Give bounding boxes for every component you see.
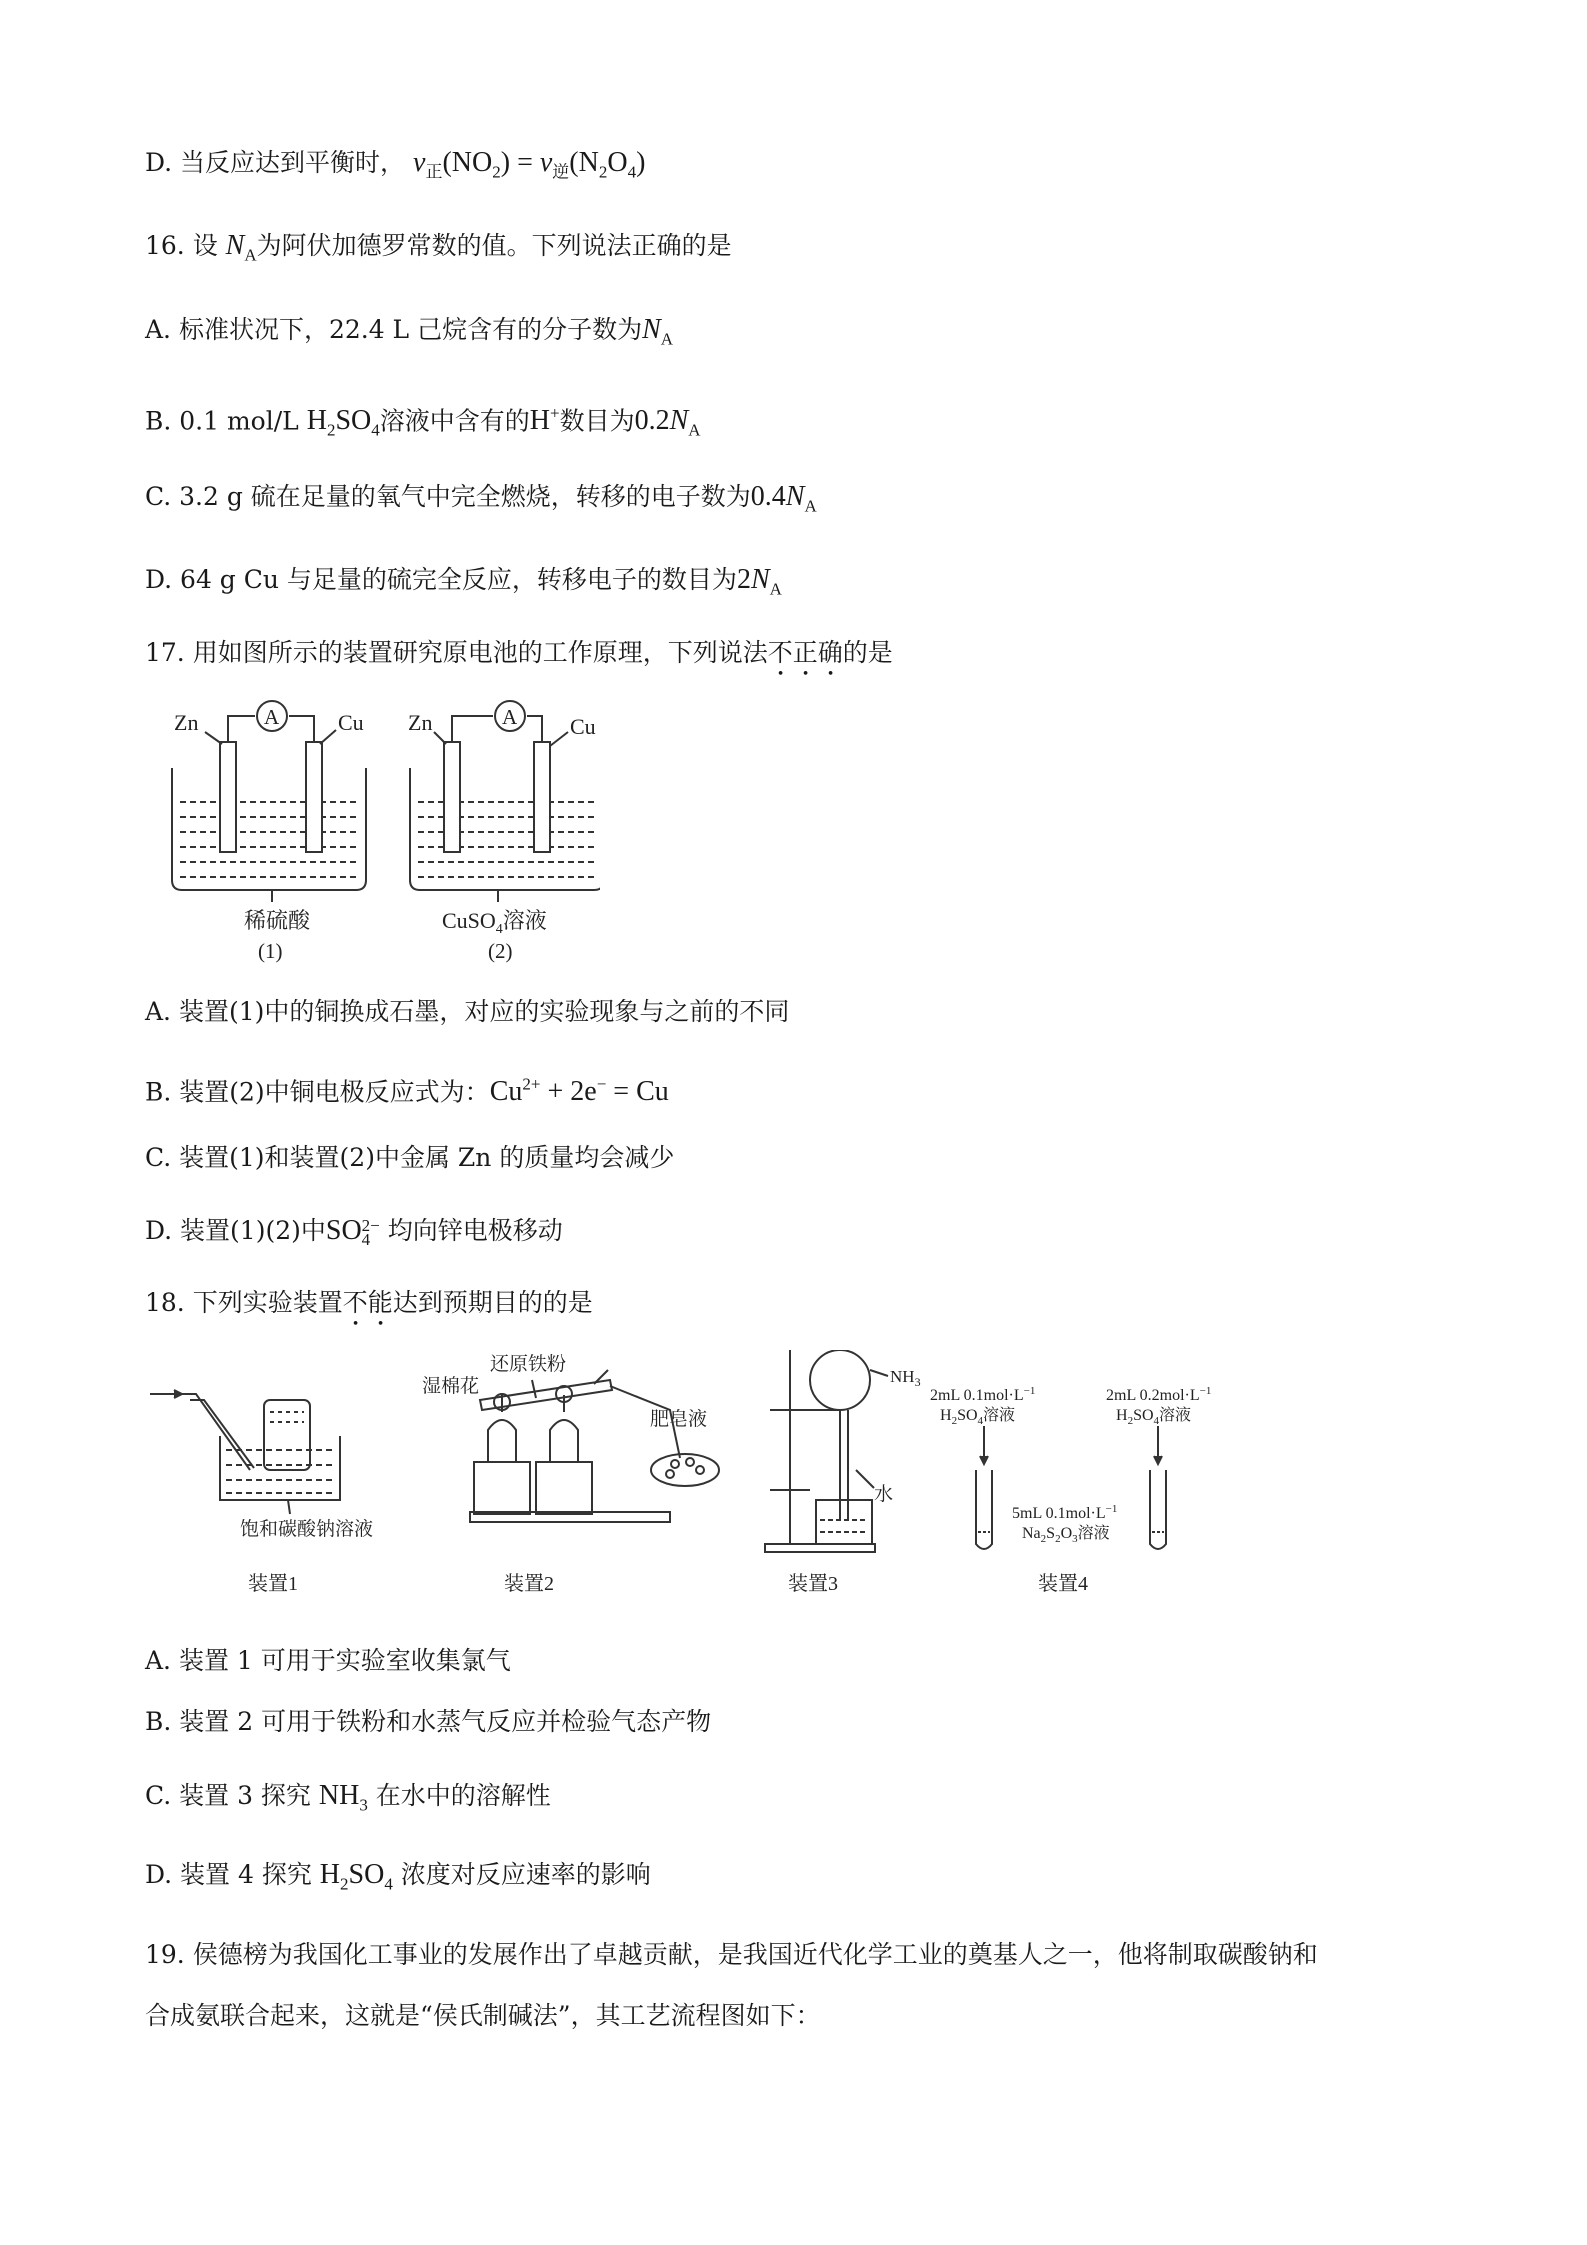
f3-water: 水 (874, 1484, 894, 1505)
f3-nh3: $NH_3$ (890, 1367, 921, 1389)
f2-iron: 还原铁粉 (490, 1354, 567, 1375)
f4-caption: 装置4 (1038, 1573, 1088, 1595)
q19-line-2: 合成氨联合起来，这就是“侯氏制碱法”，其工艺流程图如下： (145, 2001, 821, 2030)
ammeter-label-1: A (264, 705, 280, 729)
f4-mid-2: $Na_2S_2O_3$溶液 (1022, 1525, 1110, 1545)
f2-caption: 装置2 (504, 1573, 554, 1595)
f4-left-1: 2mL $0.1mol\cdot L^{-1}$ (930, 1385, 1036, 1404)
q16-option-c: C. 3.2 g 硫在足量的氧气中完全燃烧，转移的电子数为$0.4N_A$ (145, 481, 817, 516)
cu-label-2: Cu (570, 714, 596, 739)
apparatus-3 (765, 1350, 888, 1552)
f1-caption: 装置1 (248, 1573, 298, 1595)
f1-label: 饱和碳酸钠溶液 (240, 1519, 374, 1540)
cell-number-1: (1) (258, 939, 283, 963)
q17-option-d: D. 装置(1)(2)中SO 2− 4 均向锌电极移动 (145, 1215, 563, 1249)
cell-1 (172, 701, 366, 902)
q17-option-c: C. 装置(1)和装置(2)中金属 Zn 的质量均会减少 (145, 1143, 675, 1172)
cu-label-1: Cu (338, 710, 364, 735)
f4-mid-1: 5mL $0.1mol\cdot L^{-1}$ (1012, 1503, 1118, 1522)
zn-label-2: Zn (408, 710, 433, 735)
cell-number-2: (2) (488, 939, 513, 963)
q15-option-d: D. 当反应达到平衡时， $v_正(NO_2) = v_逆(N_2O_4)$ (145, 147, 646, 182)
q16-option-d: D. 64 g Cu 与足量的硫完全反应，转移电子的数目为$2N_A$ (145, 564, 782, 599)
electrolyte-label-1: 稀硫酸 (244, 908, 311, 933)
f4-right-2: $H_2SO_4$溶液 (1116, 1407, 1192, 1427)
q19-line-1: 19. 侯德榜为我国化工事业的发展作出了卓越贡献，是我国近代化学工业的奠基人之一，他将制取碳酸钠和 (145, 1940, 1318, 1969)
f4-right-1: 2mL $0.2mol\cdot L^{-1}$ (1106, 1385, 1212, 1404)
q18-stem: 18. 下列实验装置不能达到预期目的的是 (145, 1288, 593, 1317)
q18-option-b: B. 装置 2 可用于铁粉和水蒸气反应并检验气态产物 (145, 1707, 712, 1736)
q18-option-a: A. 装置 1 可用于实验室收集氯气 (145, 1646, 511, 1675)
f2-soap: 肥皂液 (650, 1409, 708, 1430)
q17-option-b: B. 装置(2)中铜电极反应式为：$Cu^{2+} + 2e^- = Cu$ (145, 1075, 669, 1108)
q18-option-c: C. 装置 3 探究 $NH_3$ 在水中的溶解性 (145, 1780, 551, 1815)
f4-left-2: $H_2SO_4$溶液 (940, 1407, 1016, 1427)
f2-cotton: 湿棉花 (422, 1376, 480, 1397)
q18-option-d: D. 装置 4 探究 $H_2SO_4$ 浓度对反应速率的影响 (145, 1859, 651, 1894)
q16-stem: 16. 设 $N_A$为阿伏加德罗常数的值。下列说法正确的是 (145, 230, 732, 265)
q17-option-a: A. 装置(1)中的铜换成石墨，对应的实验现象与之前的不同 (145, 997, 790, 1026)
ammeter-label-2: A (502, 705, 518, 729)
electrolyte-label-2: CuSO$_4$溶液 (442, 908, 547, 937)
q17-figure (160, 690, 600, 970)
q16-option-b: B. 0.1 mol/L $H_2SO_4$溶液中含有的H+数目为$0.2N_A$ (145, 404, 701, 440)
q18-figure (140, 1350, 1260, 1600)
zn-label-1: Zn (174, 710, 199, 735)
apparatus-2 (470, 1370, 719, 1522)
q17-stem: 17. 用如图所示的装置研究原电池的工作原理，下列说法不正确的是 (145, 638, 893, 667)
apparatus-1 (150, 1390, 340, 1514)
f3-caption: 装置3 (788, 1573, 838, 1595)
q16-option-a: A. 标准状况下，22.4 L 己烷含有的分子数为$N_A$ (145, 314, 674, 349)
